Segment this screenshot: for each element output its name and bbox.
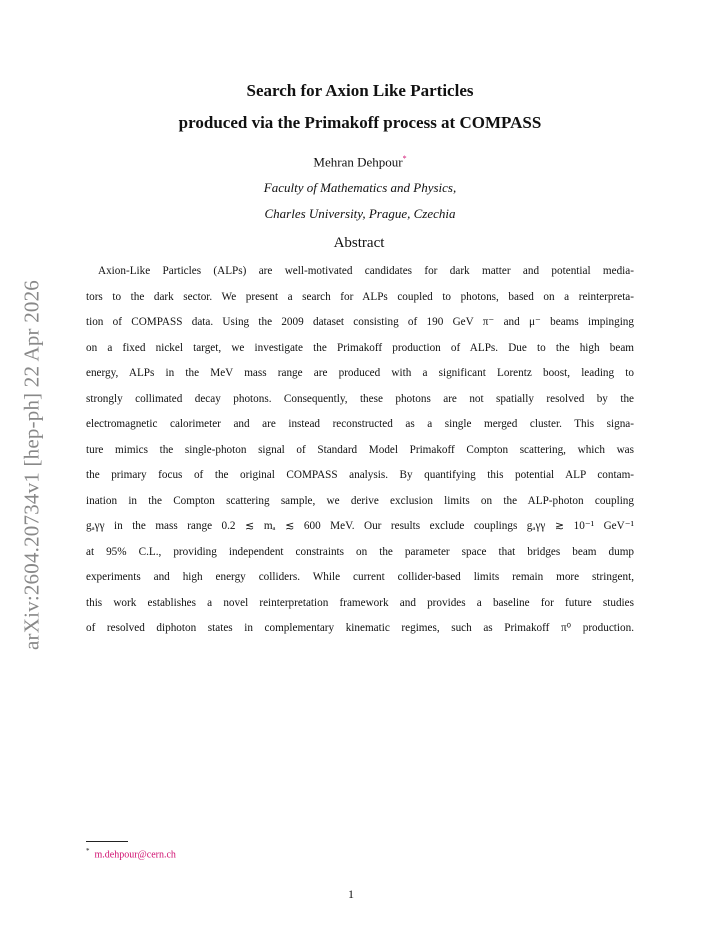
- author-name: Mehran Dehpour: [313, 154, 403, 170]
- paper-title-line-1: Search for Axion Like Particles: [246, 81, 474, 100]
- affiliation-line-1: Faculty of Mathematics and Physics,: [263, 180, 457, 195]
- abstract-line: experiments and high energy colliders. While current collider-based limits remain more stringent,: [86, 571, 634, 583]
- abstract-line: ination in the Compton scattering sample, we derive exclusion limits on the ALP-photon coupling: [86, 494, 634, 507]
- affiliation-line-2: Charles University, Prague, Czechia: [264, 206, 456, 221]
- abstract-line: tion of COMPASS data. Using the 2009 dataset consisting of 190 GeV π⁻ and μ⁻ beams impinging: [86, 316, 634, 328]
- abstract-line: this work establishes a novel reinterpretation framework and provides a baseline for future studies: [86, 596, 634, 609]
- author-email-link[interactable]: m.dehpour@cern.ch: [94, 849, 176, 861]
- page-number: 1: [348, 887, 354, 901]
- paper-title-line-2: produced via the Primakoff process at COMPASS: [178, 113, 542, 132]
- abstract-line: electromagnetic calorimeter and are instead reconstructed as a single merged cluster. This signa-: [86, 418, 634, 430]
- abstract-line: tors to the dark sector. We present a search for ALPs coupled to photons, based on a reinterpreta-: [86, 290, 634, 303]
- arxiv-identifier-stamp[interactable]: arXiv:2604.20734v1 [hep-ph] 22 Apr 2026: [19, 280, 44, 650]
- footnote-mark: *: [86, 847, 90, 855]
- footnote: [86, 847, 176, 860]
- abstract-line: Axion-Like Particles (ALPs) are well-motivated candidates for dark matter and potential media-: [98, 265, 634, 277]
- author: [0, 154, 720, 170]
- abstract-line: of resolved diphoton states in complementary kinematic regimes, such as Primakoff π⁰ production.: [86, 622, 634, 634]
- abstract-line: at 95% C.L., providing independent constraints on the parameter space that bridges beam dump: [86, 545, 634, 558]
- abstract-line: strongly collimated decay photons. Consequently, these photons are not spatially resolved by the: [86, 392, 634, 405]
- abstract-line: gₐγγ in the mass range 0.2 ≲ mₐ ≲ 600 MeV. Our results exclude couplings gₐγγ ≳ 10⁻¹ GeV⁻¹: [86, 520, 634, 532]
- abstract-line: energy, ALPs in the MeV mass range are produced with a significant Lorentz boost, leading to: [86, 367, 634, 379]
- abstract-line: ture mimics the single-photon signal of Standard Model Primakoff Compton scattering, which was: [86, 443, 634, 456]
- footnote-divider: [86, 841, 128, 842]
- abstract-line: on a fixed nickel target, we investigate the Primakoff production of ALPs. Due to the high beam: [86, 341, 634, 354]
- abstract-line: the primary focus of the original COMPASS analysis. By quantifying this potential ALP contam-: [86, 469, 634, 481]
- abstract-body: [86, 262, 634, 645]
- abstract-heading: Abstract: [333, 235, 385, 251]
- author-footnote-mark[interactable]: *: [402, 154, 407, 163]
